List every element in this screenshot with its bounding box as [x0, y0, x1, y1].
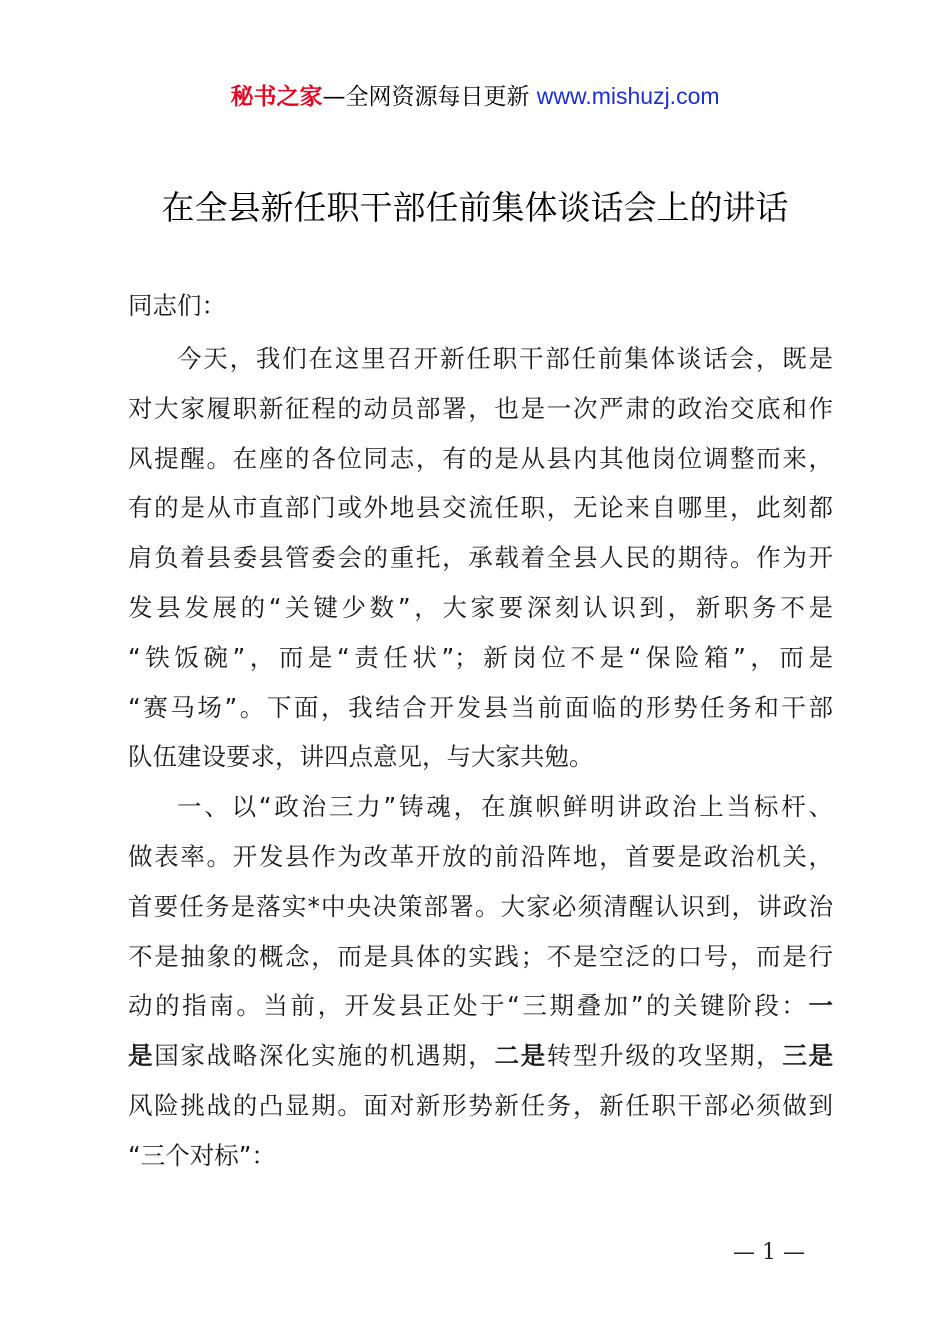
body-text: 动的指南。当前，开发县正处于“三期叠加”的关键阶段：	[128, 991, 809, 1021]
banner-tagline: —全网资源每日更新	[322, 84, 537, 110]
body-line: 有的是从市直部门或外地县交流任职，无论来自哪里，此刻都	[128, 493, 833, 523]
page-number: — 1 —	[733, 1240, 805, 1265]
body-line: 风提醒。在座的各位同志，有的是从县内其他岗位调整而来，	[128, 443, 833, 473]
body-line: 做表率。开发县作为改革开放的前沿阵地，首要是政治机关，	[128, 841, 833, 871]
body-line: “三个对标”：	[128, 1140, 276, 1170]
body-line: 肩负着县委县管委会的重托，承载着全县人民的期待。作为开	[128, 543, 833, 573]
site-url-link[interactable]: www.mishuzj.com	[536, 83, 720, 109]
body-line: 发县发展的“关键少数”，大家要深刻认识到，新职务不是	[128, 592, 833, 622]
body-line	[128, 981, 833, 1031]
section-heading-line: 一、以“政治三力”铸魂，在旗帜鲜明讲政治上当标杆、	[177, 792, 833, 822]
body-line: 不是抽象的概念，而是具体的实践；不是空泛的口号，而是行	[128, 941, 833, 971]
bold-marker: 二是	[494, 1041, 547, 1071]
body-line: 队伍建设要求，讲四点意见，与大家共勉。	[128, 742, 594, 772]
body-line: 首要任务是落实*中央决策部署。大家必须清醒认识到，讲政治	[128, 891, 833, 921]
speech-body	[128, 334, 833, 1181]
body-line: 风险挑战的凸显期。面对新形势新任务，新任职干部必须做到	[128, 1090, 833, 1120]
site-banner	[0, 80, 950, 113]
brand-name: 秘书之家	[230, 84, 323, 110]
bold-marker: 一	[808, 991, 833, 1021]
body-text: 转型升级的攻坚期，	[546, 1041, 783, 1071]
speech-title: 在全县新任职干部任前集体谈话会上的讲话	[161, 188, 789, 227]
body-line: “铁饭碗”，而是“责任状”；新岗位不是“保险箱”，而是	[128, 642, 833, 672]
body-line	[128, 1031, 833, 1081]
bold-marker: 三是	[782, 1041, 834, 1071]
salutation: 同志们：	[128, 291, 226, 320]
body-line: 今天，我们在这里召开新任职干部任前集体谈话会，既是	[177, 344, 833, 373]
body-line: “赛马场”。下面，我结合开发县当前面临的形势任务和干部	[128, 692, 833, 722]
bold-marker: 是	[128, 1041, 155, 1071]
body-line: 对大家履职新征程的动员部署，也是一次严肃的政治交底和作	[128, 393, 833, 423]
body-text: 国家战略深化实施的机遇期，	[154, 1041, 495, 1071]
